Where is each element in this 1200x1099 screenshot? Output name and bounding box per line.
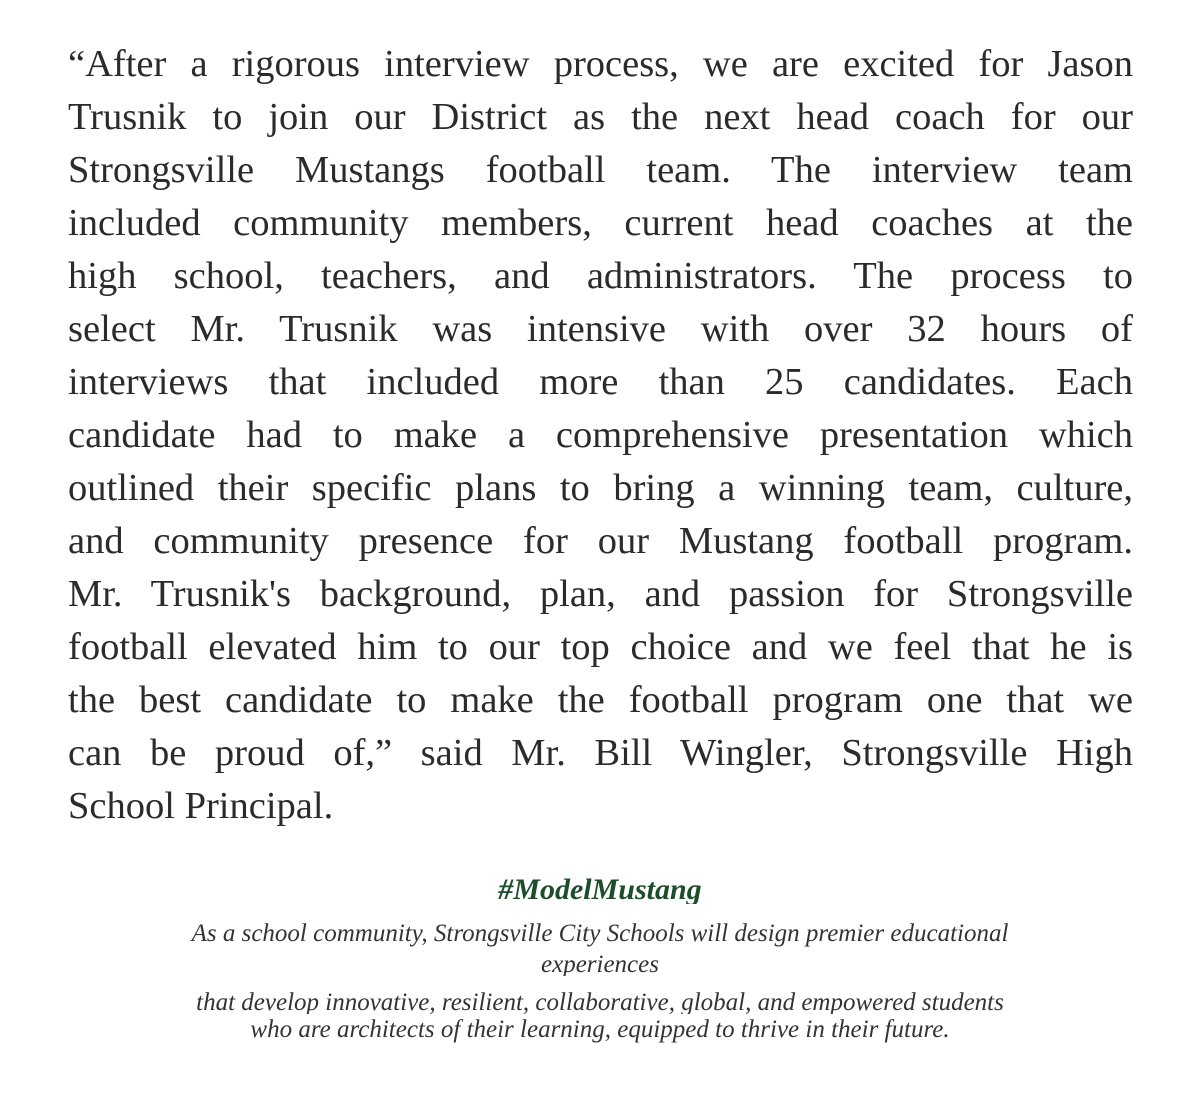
mission-line: As a school community, Strongsville City Schools will design premier educational (191, 920, 1009, 947)
principal-quote (68, 38, 1133, 833)
mission-line: that develop innovative, resilient, collaborative, global, and empowered students (196, 989, 1004, 1014)
quote-line: high school, teachers, and administrators. The process to (68, 255, 1133, 297)
quote-line: Strongsville Mustangs football team. The interview team (68, 149, 1133, 191)
hashtag-heading: #ModelMustang (498, 873, 702, 904)
mission-statement (0, 918, 1200, 1045)
quote-line: outlined their specific plans to bring a winning team, culture, (68, 467, 1133, 509)
quote-line: candidate had to make a comprehensive presentation which (68, 414, 1133, 456)
quote-line: Trusnik to join our District as the next head coach for our (68, 96, 1133, 138)
quote-line: interviews that included more than 25 candidates. Each (68, 361, 1133, 403)
quote-line: included community members, current head coaches at the (68, 202, 1133, 244)
quote-line: football elevated him to our top choice and we feel that he is (68, 626, 1133, 668)
quote-line: School Principal. (68, 785, 334, 827)
quote-line: select Mr. Trusnik was intensive with over 32 hours of (68, 308, 1133, 350)
mission-line: who are architects of their learning, equipped to thrive in their future. (250, 1016, 950, 1043)
quote-line: “After a rigorous interview process, we are excited for Jason (68, 43, 1133, 85)
quote-line: the best candidate to make the football program one that we (68, 679, 1133, 721)
quote-line: can be proud of,” said Mr. Bill Wingler, Strongsville High (68, 732, 1133, 774)
quote-line: Mr. Trusnik's background, plan, and passion for Strongsville (68, 573, 1133, 615)
mission-line: experiences (541, 951, 659, 976)
quote-line: and community presence for our Mustang football program. (68, 520, 1133, 562)
